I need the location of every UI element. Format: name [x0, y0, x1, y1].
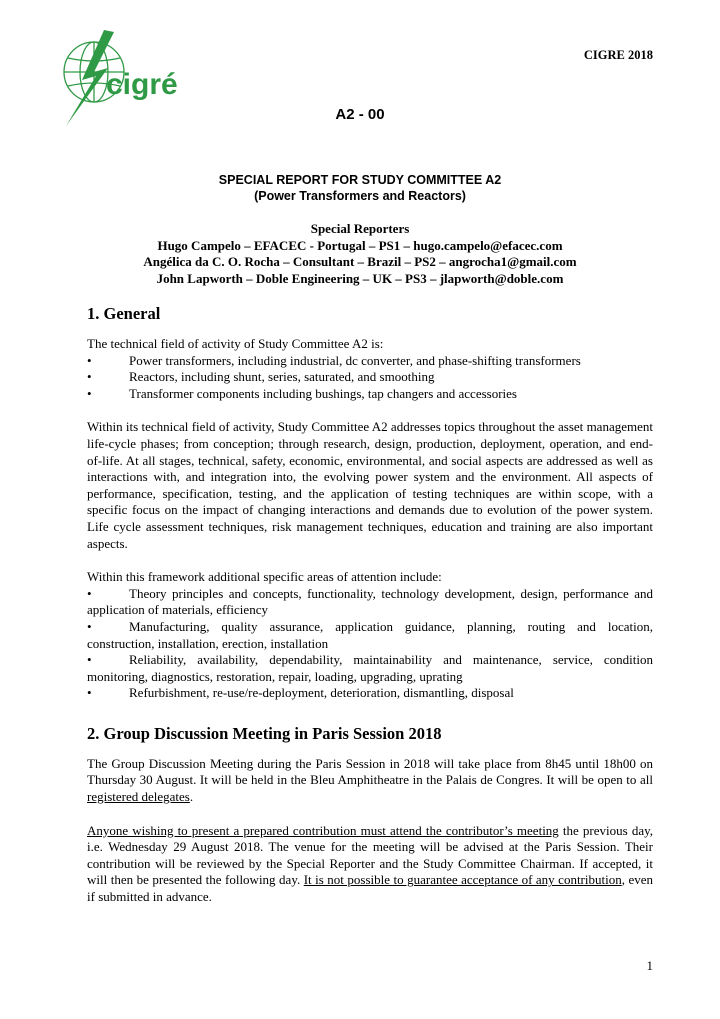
bullet-icon: •: [87, 652, 92, 668]
header-org-year: CIGRE 2018: [583, 48, 653, 62]
bullet-icon: •: [87, 685, 92, 701]
list-item-text: Reactors, including shunt, series, saturated, and smoothing: [129, 369, 435, 385]
bullet-icon: •: [87, 369, 92, 385]
section-heading-group-discussion: 2. Group Discussion Meeting in Paris Session 2018: [87, 723, 442, 743]
section1-areas-intro: Within this framework additional specific areas of attention include:: [87, 569, 442, 585]
report-title-line1: SPECIAL REPORT FOR STUDY COMMITTEE A2: [218, 173, 502, 187]
contributor-meeting-text: Anyone wishing to present a prepared contribution must attend the contributor’s meeting: [87, 822, 559, 838]
report-title-line2: (Power Transformers and Reactors): [254, 189, 466, 203]
list-item-text: Refurbishment, re-use/re-deployment, deterioration, dismantling, disposal: [129, 685, 514, 701]
reporter-2: Angélica da C. O. Rocha – Consultant – Brazil – PS2 – angrocha1@gmail.com: [143, 254, 577, 269]
reporters-heading: Special Reporters: [310, 221, 410, 236]
bullet-icon: •: [87, 352, 92, 368]
list-item: [87, 685, 653, 702]
body-content: [87, 304, 653, 906]
section2-paragraph-2: Anyone wishing to present a prepared contribution must attend the contributor’s meeting the previous day, i.e. Wednesday 29 August 2018. The venue for the meeting will be advised at the Paris Session. Their contribution will be reviewed by the Special Reporter and the Study Committee Chairman. If accepted, it will then be presented the following day. It is not possible to guarantee acceptance of any contribution, even if submitted in advance.: [87, 822, 653, 905]
list-item-text: Manufacturing, quality assurance, application guidance, planning, routing and location, construction, installation, erection, installation: [87, 618, 653, 651]
bullet-icon: •: [87, 618, 92, 634]
special-reporters: [0, 221, 720, 287]
reporter-1: Hugo Campelo – EFACEC - Portugal – PS1 – hugo.campelo@efacec.com: [157, 237, 563, 253]
list-item: [87, 386, 653, 403]
document-code: A2 - 00: [335, 106, 385, 123]
section2-paragraph-1: The Group Discussion Meeting during the Paris Session in 2018 will take place from 8h45 until 18h00 on Thursday 30 August. It will be held in the Bleu Amphitheatre in the Palais de Congres. It will be open to all registered delegates.: [87, 755, 653, 805]
list-item-text: Theory principles and concepts, functionality, technology development, design, performance and application of materials, efficiency: [87, 585, 653, 618]
registered-delegates-text: registered delegates: [87, 789, 190, 805]
no-guarantee-text: It is not possible to guarantee acceptance of any contribution: [303, 872, 622, 888]
section-heading-general: 1. General: [87, 304, 161, 323]
bullet-icon: •: [87, 585, 92, 601]
list-item: [87, 369, 653, 386]
list-item-text: Reliability, availability, dependability, maintainability and maintenance, service, condition monitoring, diagnostics, restoration, repair, loading, upgrading, uprating: [87, 652, 653, 684]
list-item-text: Power transformers, including industrial, dc converter, and phase-shifting transformers: [129, 352, 581, 368]
reporter-3: John Lapworth – Doble Engineering – UK – PS3 – jlapworth@doble.com: [156, 270, 564, 286]
page-number: 1: [646, 958, 653, 973]
logo-wordmark: cigré: [106, 68, 178, 101]
report-title: [0, 172, 720, 204]
list-item: [87, 652, 653, 685]
list-item: [87, 586, 653, 619]
bullet-icon: •: [87, 385, 92, 401]
list-item: [87, 619, 653, 652]
list-item-text: Transformer components including bushings, tap changers and accessories: [129, 385, 517, 401]
section1-paragraph: Within its technical field of activity, Study Committee A2 addresses topics throughout the asset management life-cycle phases; from conception; through research, design, production, deployment, operation, and end-of-life. At all stages, technical, safety, economic, environmental, and social aspects are addressed as well as interactions with, and integration into, the evolving power system and the environment. All aspects of performance, specification, testing, and the application of testing techniques are within scope, with a specific focus on the impact of changing interactions and demands due to evolution of the power system. Life cycle assessment techniques, risk management techniques, education and training are also important aspects.: [87, 419, 653, 551]
list-item: [87, 353, 653, 370]
section1-intro: The technical field of activity of Study Committee A2 is:: [87, 336, 384, 351]
